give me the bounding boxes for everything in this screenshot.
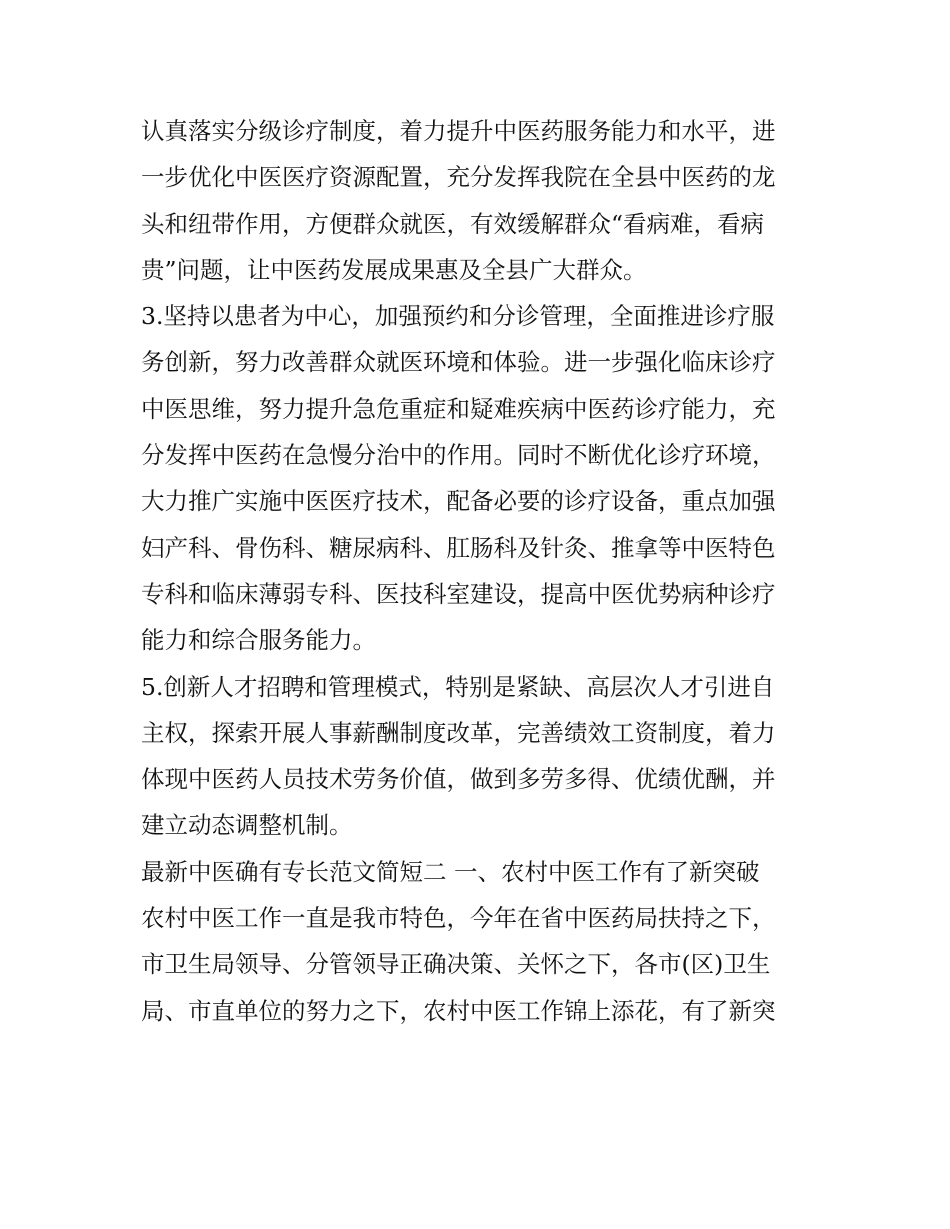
text-line: 大力推广实施中医医疗技术，配备必要的诊疗设备，重点加强 [141,487,776,516]
text-line: 专科和临床薄弱专科、医技科室建设，提高中医优势病种诊疗 [141,579,776,608]
text-line: 妇产科、骨伤科、糖尿病科、肛肠科及针灸、推拿等中医特色 [141,533,776,562]
text-line: 最新中医确有专长范文简短二 一、农村中医工作有了新突破 [141,857,760,886]
text-line: 认真落实分级诊疗制度，着力提升中医药服务能力和水平，进 [141,117,776,145]
text-line: 主权，探索开展人事薪酬制度改革，完善绩效工资制度，着力 [141,718,776,747]
text-line: 建立动态调整机制。 [141,811,353,840]
text-line: 市卫生局领导、分管领导正确决策、关怀之下，各市(区)卫生 [141,950,771,979]
text-line: 一步优化中医医疗资源配置，充分发挥我院在全县中医药的龙 [141,163,776,192]
text-line: 能力和综合服务能力。 [141,626,376,655]
document-body [141,108,821,1034]
text-line: 中医思维，努力提升急危重症和疑难疾病中医药诊疗能力，充 [141,394,776,423]
text-line: 贵”问题，让中医药发展成果惠及全县广大群众。 [141,255,647,284]
text-line: 务创新，努力改善群众就医环境和体验。进一步强化临床诊疗 [141,348,776,377]
text-line: 农村中医工作一直是我市特色，今年在省中医药局扶持之下， [141,904,776,933]
text-line: 体现中医药人员技术劳务价值，做到多劳多得、优绩优酬，并 [141,765,776,794]
text-line: 头和纽带作用，方便群众就医，有效缓解群众“看病难，看病 [141,209,765,238]
text-line: 3.坚持以患者为中心，加强预约和分诊管理，全面推进诊疗服 [141,302,775,331]
text-line: 局、市直单位的努力之下，农村中医工作锦上添花，有了新突 [141,996,776,1025]
text-line: 分发挥中医药在急慢分治中的作用。同时不断优化诊疗环境， [141,441,776,470]
text-line: 5.创新人才招聘和管理模式，特别是紧缺、高层次人才引进自 [141,672,775,701]
